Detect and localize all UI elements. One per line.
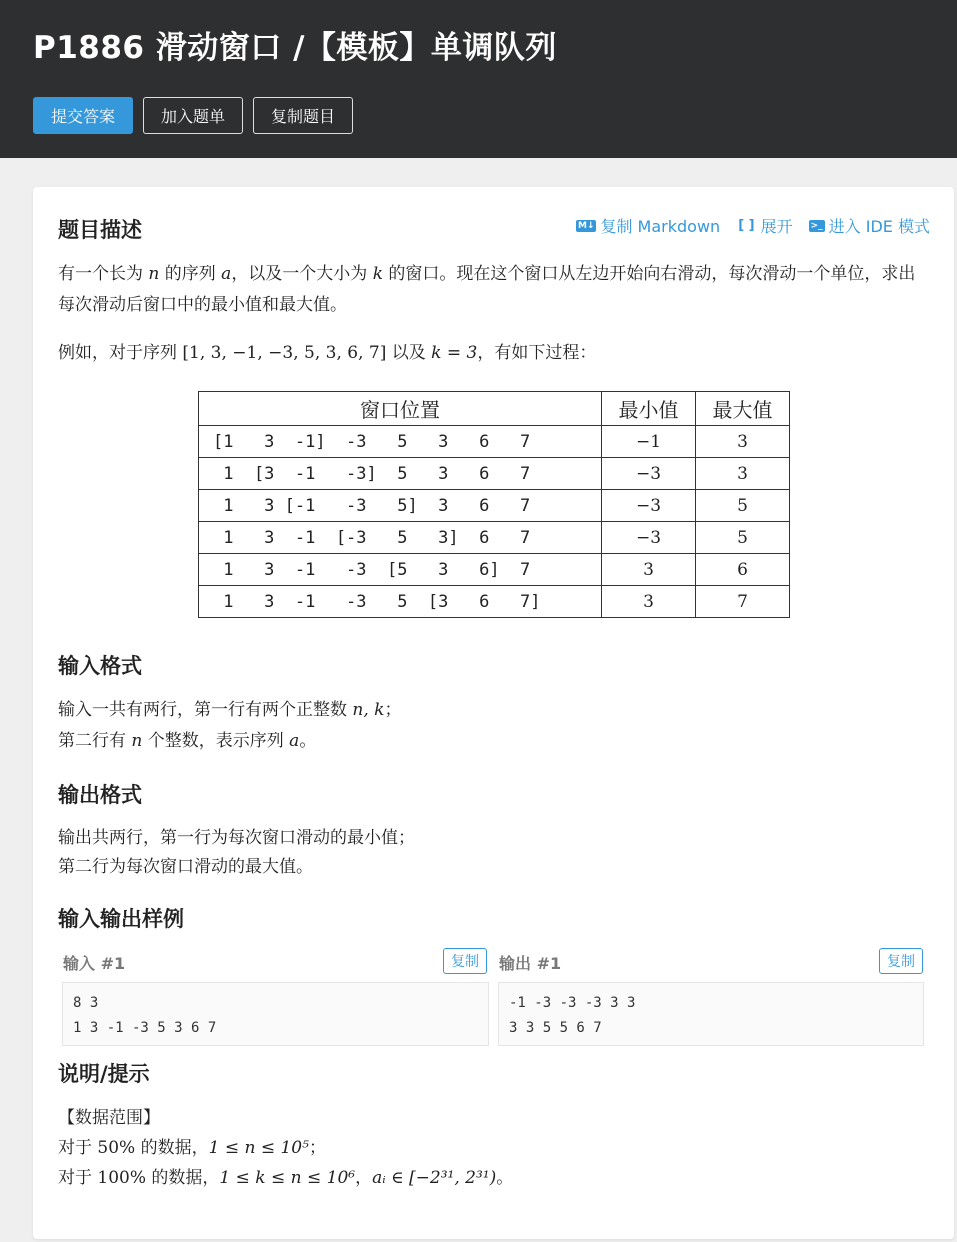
window-min: −3 [602, 490, 696, 522]
hint-heading: 说明/提示 [58, 1062, 150, 1086]
description-paragraph-1: 有一个长为 n 的序列 a，以及一个大小为 k 的窗口。现在这个窗口从左边开始向右滑动，每次滑动一个单位，求出每次滑动后窗口中的最小值和最大值。 [58, 264, 916, 315]
table-row [199, 522, 790, 554]
problem-card [33, 187, 954, 1239]
markdown-icon: M↓ [577, 220, 595, 231]
expand-label: 展开 [760, 217, 793, 236]
hint-text [58, 1103, 930, 1193]
samples-heading: 输入输出样例 [58, 907, 184, 931]
window-min: −3 [602, 522, 696, 554]
expand-icon: [ ] [738, 218, 755, 233]
window-position: 1 3 -1 -3 5 [3 6 7] [199, 586, 602, 618]
input-format-line-2: 第二行有 n 个整数，表示序列 a。 [58, 731, 317, 751]
table-row [199, 586, 790, 618]
page-title: P1886 滑动窗口 /【模板】单调队列 [33, 30, 557, 66]
table-header-min: 最小值 [602, 392, 696, 426]
ide-mode-link[interactable] [809, 214, 930, 237]
copy-markdown-link[interactable] [576, 214, 720, 237]
table-row [199, 458, 790, 490]
window-max: 3 [696, 426, 790, 458]
copy-output-button[interactable]: 复制 [879, 948, 923, 974]
description-heading: 题目描述 [58, 218, 142, 242]
window-min: −1 [602, 426, 696, 458]
input-format-heading: 输入格式 [58, 654, 142, 678]
input-format-line-1: 输入一共有两行，第一行有两个正整数 n, k； [58, 700, 402, 720]
window-position: [1 3 -1] -3 5 3 6 7 [199, 426, 602, 458]
output-format-text [58, 824, 930, 882]
window-min: 3 [602, 554, 696, 586]
window-max: 5 [696, 522, 790, 554]
output-format-line-2: 第二行为每次窗口滑动的最大值。 [58, 857, 313, 877]
add-to-list-button[interactable]: 加入题单 [143, 97, 243, 134]
copy-input-button[interactable]: 复制 [443, 948, 487, 974]
input-format-text [58, 695, 930, 757]
window-position: 1 3 [-1 -3 5] 3 6 7 [199, 490, 602, 522]
window-table [198, 391, 790, 618]
window-position: 1 3 -1 [-3 5 3] 6 7 [199, 522, 602, 554]
sample-output-label: 输出 #1 [499, 954, 562, 973]
window-max: 7 [696, 586, 790, 618]
window-position: 1 3 -1 -3 [5 3 6] 7 [199, 554, 602, 586]
submit-button[interactable]: 提交答案 [33, 97, 133, 134]
terminal-icon: >_ [810, 220, 823, 231]
data-range-label: 【数据范围】 [58, 1108, 160, 1128]
header [0, 0, 957, 158]
window-min: −3 [602, 458, 696, 490]
sample-output-code: -1 -3 -3 -3 3 3 3 3 5 5 6 7 [498, 982, 924, 1046]
copy-markdown-label: 复制 Markdown [600, 217, 721, 236]
description-paragraph-2: 例如，对于序列 [1, 3, −1, −3, 5, 3, 6, 7] 以及 k = 3，有如下过程： [58, 343, 597, 363]
hint-line-1: 对于 50% 的数据，1 ≤ n ≤ 10⁵； [58, 1138, 326, 1158]
hint-line-2: 对于 100% 的数据，1 ≤ k ≤ n ≤ 10⁶，aᵢ ∈ [−2³¹, 2³¹)。 [58, 1168, 514, 1188]
header-buttons [33, 97, 353, 134]
window-max: 5 [696, 490, 790, 522]
expand-link[interactable] [736, 214, 792, 237]
window-max: 6 [696, 554, 790, 586]
sample-input-code: 8 3 1 3 -1 -3 5 3 6 7 [62, 982, 489, 1046]
ide-mode-label: 进入 IDE 模式 [828, 217, 930, 236]
sample-input-label: 输入 #1 [63, 954, 126, 973]
table-header-max: 最大值 [696, 392, 790, 426]
copy-problem-button[interactable]: 复制题目 [253, 97, 353, 134]
table-row [199, 490, 790, 522]
toolbar [576, 214, 930, 237]
table-row [199, 426, 790, 458]
table-row [199, 554, 790, 586]
output-format-line-1: 输出共两行，第一行为每次窗口滑动的最小值； [58, 828, 415, 848]
table-header-position: 窗口位置 [199, 392, 602, 426]
window-min: 3 [602, 586, 696, 618]
window-max: 3 [696, 458, 790, 490]
window-position: 1 [3 -1 -3] 5 3 6 7 [199, 458, 602, 490]
output-format-heading: 输出格式 [58, 783, 142, 807]
